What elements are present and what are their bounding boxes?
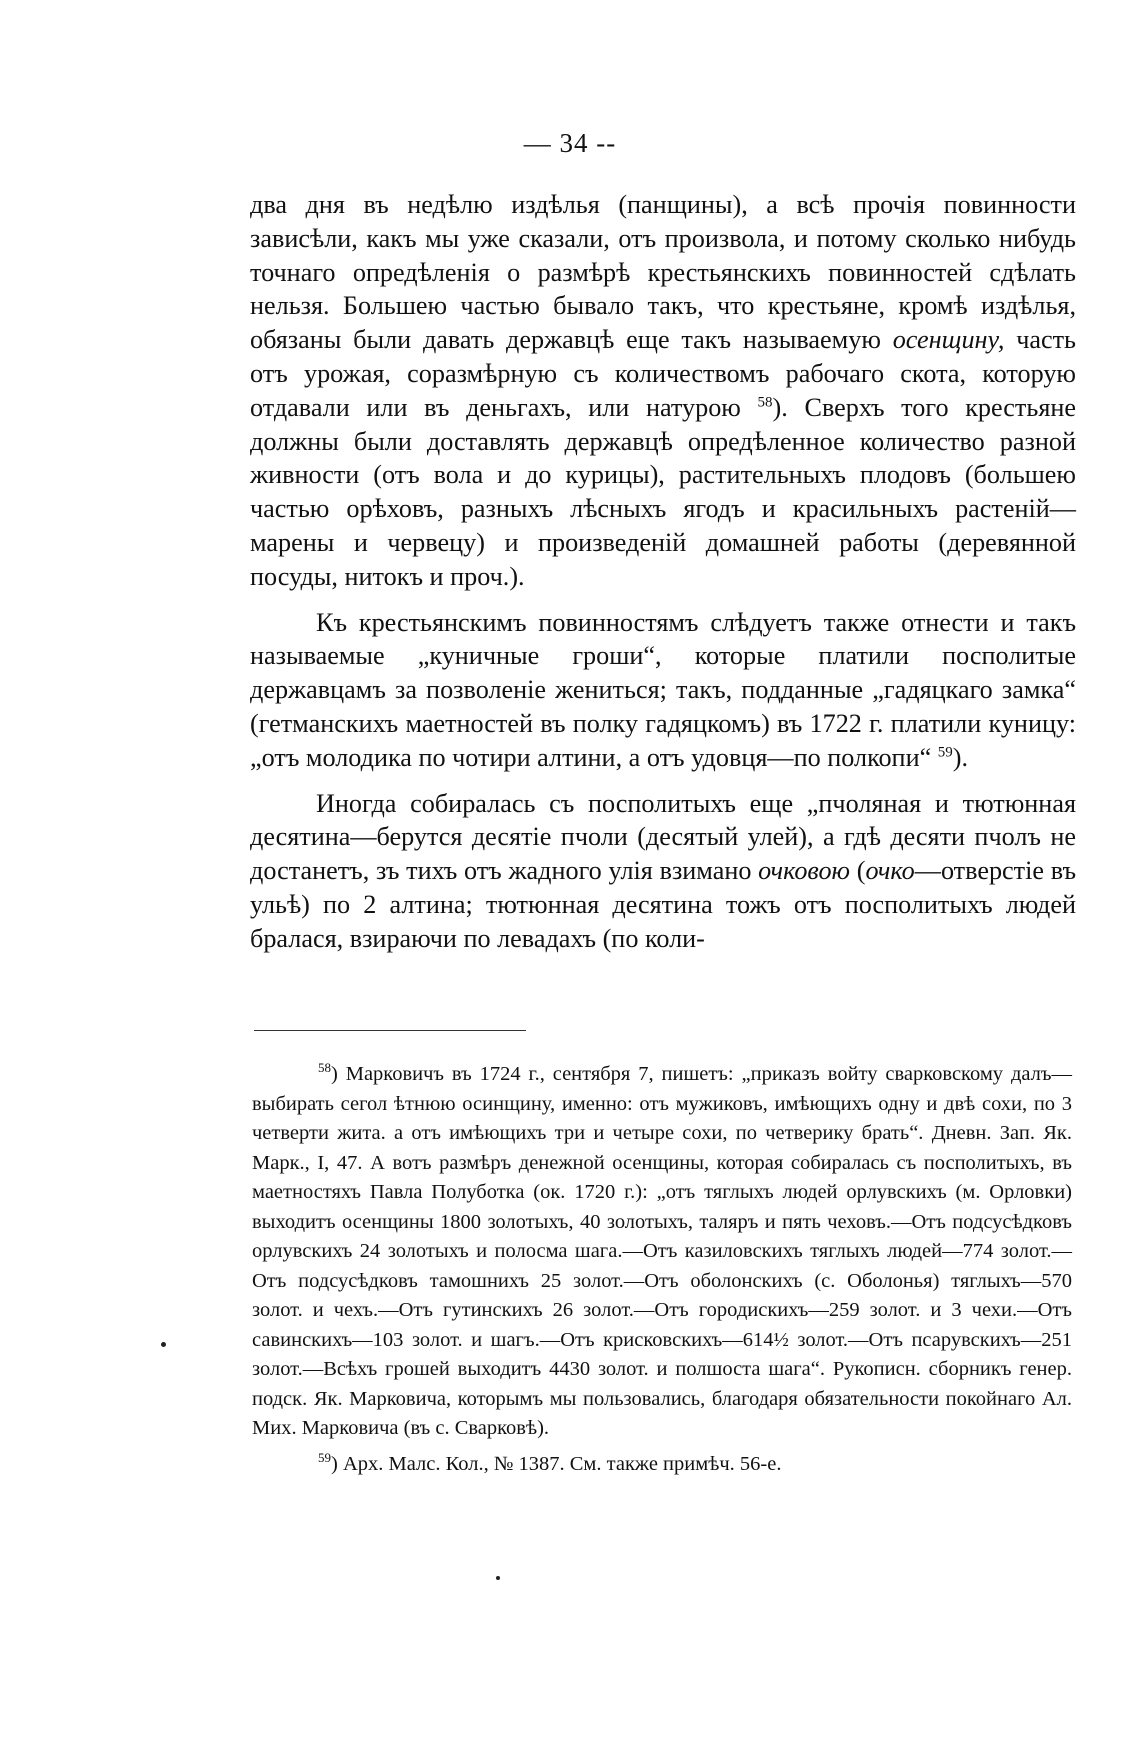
footnote-59-mark: 59 [318, 1449, 331, 1465]
paragraph-1-emphasis: осенщину, [892, 325, 1005, 355]
paragraph-2-text-b: ). [952, 742, 969, 772]
footnote-58 [252, 1060, 1072, 1444]
footnote-59-text: ) Арх. Малс. Кол., № 1387. См. также примѣч. 56-е. [331, 1452, 782, 1475]
paragraph-3-text-b: ( [850, 856, 866, 886]
paragraph-3-emphasis-1: очковою [758, 856, 851, 886]
paragraph-1-text-a: два дня въ недѣлю издѣлья (панщины), а всѣ прочія повинности зависѣли, какъ мы уже сказали, отъ произвола, и потому сколько нибудь точнаго опредѣленія о размѣрѣ крестьянскихъ повинностей сдѣлать нельзя. Большею частью бывало такъ, что крестьяне, кромѣ издѣлья, обязаны были давать державцѣ еще такъ называемую [250, 190, 1076, 355]
paragraph-3-emphasis-2: очко [865, 856, 915, 886]
paragraph-1-text-b: часть отъ урожая, соразмѣрную съ количествомъ рабочаго скота, которую отдавали или въ деньгахъ, или натурою [250, 325, 1076, 422]
paragraph-3-text-c: —отверстіе въ ульѣ) по 2 алтина; тютюнная десятина тожъ отъ посполитыхъ людей бралася, взираючи по левадахъ (по коли- [250, 856, 1077, 953]
paragraph-3 [250, 787, 1076, 956]
page-number: — 34 -- [523, 128, 617, 158]
footnote-58-mark: 58 [318, 1060, 331, 1076]
paragraph-1-text-c: ). Сверхъ того крестьяне должны были доставлять державцѣ опредѣленное количество разной живности (отъ вола и до курицы), растительныхъ плодовъ (большею частью орѣховъ, разныхъ лѣсныхъ ягодъ и красильныхъ растеній—марены и червецу) и произведеній домашней работы (деревянной посуды, нитокъ и проч.). [250, 392, 1076, 591]
paragraph-3-text-a: Иногда собиралась съ посполитыхъ еще „пчоляная и тютюнная десятина—берутся десятіе пчоли (десятый улей), а гдѣ десяти пчолъ не достанетъ, зъ тихъ отъ жадного улія взимано [250, 788, 1076, 886]
footnote-ref-58: 58 [757, 394, 773, 411]
footnotes [252, 1060, 1072, 1479]
footnote-divider [254, 1030, 526, 1031]
ink-speck [496, 1576, 500, 1580]
main-text [250, 188, 1076, 956]
ink-speck [161, 1342, 166, 1347]
footnote-59 [252, 1450, 1072, 1480]
paragraph-2-text-a: Къ крестьянскимъ повинностямъ слѣдуетъ также отнести и такъ называемые „куничные гроши“, которые платили посполитые державцамъ за позволеніе жениться; такъ, подданные „гадяцкаго замка“ (гетманскихъ маетностей въ полку гадяцкомъ) въ 1722 г. платили куницу: „отъ молодика по чотири алтини, а отъ удовця—по полкопи“ [250, 607, 1076, 772]
paragraph-2 [250, 606, 1076, 775]
paragraph-1 [250, 188, 1076, 594]
footnote-58-text: ) Марковичъ въ 1724 г., сентября 7, пишетъ: „приказъ войту сварковскому далъ—выбирать сегол ѣтнюю осинщину, именно: отъ мужиковъ, имѣющихъ одну и двѣ сохи, по 3 четверти жита. а отъ имѣющихъ три и четыре сохи, по четверику брать“. Дневн. Зап. Як. Марк., I, 47. А вотъ размѣръ денежной осенщины, которая собиралась съ посполитыхъ, въ маетностяхъ Павла Полуботка (ок. 1720 г.): „отъ тяглыхъ людей орлувскихъ (м. Орловки) выходитъ осенщины 1800 золотыхъ, 40 золотыхъ, таляръ и пять чеховъ.—Отъ подсусѣдковъ орлувскихъ 24 золотыхъ и полосма шага.—Отъ казиловскихъ тяглыхъ людей—774 золот.—Отъ подсусѣдковъ тамошнихъ 25 золот.—Отъ оболонскихъ (с. Оболонья) тяглыхъ—570 золот. и чехъ.—Отъ гутинскихъ 26 золот.—Отъ городискихъ—259 золот. и 3 чехи.—Отъ савинскихъ—103 золот. и шагъ.—Отъ крисковскихъ—614½ золот.—Отъ псарувскихъ—251 золот.—Всѣхъ грошей выходитъ 4430 золот. и полшоста шага“. Рукописн. сборникъ генер. подск. Як. Марковича, которымъ мы пользовались, благодаря обязательности покойнаго Ал. Мих. Марковича (въ с. Сварковѣ). [252, 1063, 1072, 1439]
footnote-ref-59: 59 [937, 744, 953, 761]
